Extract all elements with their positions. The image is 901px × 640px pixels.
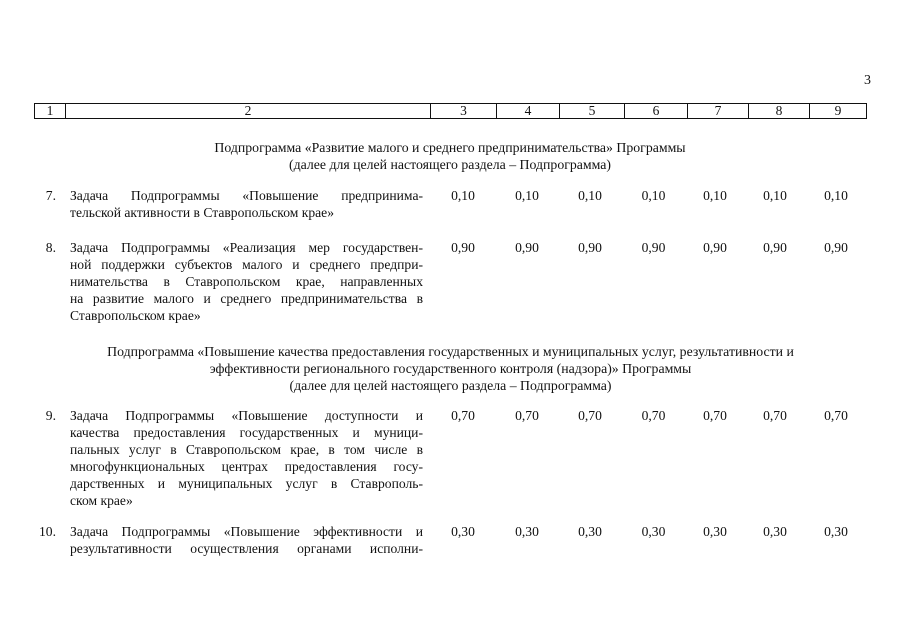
row-line: ском крае» [70, 493, 133, 508]
header-col-8: 8 [748, 104, 809, 118]
value-cell: 0,10 [824, 188, 848, 203]
value-cell: 0,90 [515, 240, 539, 255]
value-cell: 0,90 [578, 240, 602, 255]
value-cell: 0,70 [641, 408, 666, 423]
section-title-line: (далее для целей настоящего раздела – Подпрограмма) [289, 378, 612, 393]
value-cell: 0,70 [824, 408, 848, 423]
value-cell: 0,30 [763, 524, 787, 539]
row-description [70, 239, 423, 324]
value-cell: 0,30 [515, 524, 539, 539]
value-cell: 0,90 [824, 240, 848, 255]
value-cell: 0,10 [763, 188, 787, 203]
row-description [70, 187, 423, 221]
row-line: нимательства в Ставропольском крае, направленных [70, 274, 423, 289]
page-number: 3 [864, 73, 871, 88]
header-col-5: 5 [559, 104, 624, 118]
row-description [70, 523, 423, 557]
value-cell: 0,90 [451, 240, 475, 255]
row-line: Задача Подпрограммы «Повышение доступности и [70, 408, 423, 423]
row-number: 7. [45, 188, 56, 203]
value-cell: 0,70 [763, 408, 787, 423]
row-description [70, 407, 423, 509]
row-line: тельской активности в Ставропольском крае» [70, 205, 335, 220]
row-line: Задача Подпрограммы «Повышение эффективности и [70, 524, 423, 539]
value-cell: 0,70 [703, 408, 727, 423]
section-title-line: Подпрограмма «Повышение качества предоставления государственных и муниципальных услуг, результативности и [107, 344, 794, 359]
row-values [430, 187, 867, 204]
row-line: Задача Подпрограммы «Реализация мер государствен- [70, 240, 423, 255]
value-cell: 0,70 [451, 408, 475, 423]
header-col-6: 6 [624, 104, 687, 118]
row-number: 8. [45, 240, 56, 255]
row-values [430, 523, 867, 540]
header-col-9: 9 [809, 104, 866, 118]
value-cell: 0,30 [824, 524, 848, 539]
value-cell: 0,10 [703, 188, 727, 203]
row-line: дарственных и муниципальных услуг в Ставрополь- [70, 476, 423, 491]
value-cell: 0,10 [641, 188, 666, 203]
value-cell: 0,90 [703, 240, 727, 255]
value-cell: 0,30 [703, 524, 727, 539]
table-header [34, 103, 867, 119]
section-title-line: Подпрограмма «Развитие малого и среднего предпринимательства» Программы [214, 140, 686, 155]
section-title-line: эффективности регионального государственного контроля (надзора)» Программы [209, 361, 692, 376]
header-col-3: 3 [430, 104, 496, 118]
row-line: Ставропольском крае» [70, 308, 201, 323]
row-line: Задача Подпрограммы «Повышение предпринима- [70, 188, 423, 203]
header-col-7: 7 [687, 104, 748, 118]
value-cell: 0,10 [515, 188, 539, 203]
section-title [40, 343, 861, 394]
row-values [430, 239, 867, 256]
value-cell: 0,30 [451, 524, 475, 539]
section-title-line: (далее для целей настоящего раздела – Подпрограмма) [289, 157, 611, 172]
value-cell: 0,70 [515, 408, 539, 423]
row-values [430, 407, 867, 424]
value-cell: 0,30 [578, 524, 602, 539]
row-line: пальных услуг в Ставропольском крае, в том числе в [70, 442, 423, 457]
value-cell: 0,90 [763, 240, 787, 255]
row-line: качества предоставления государственных и муници- [70, 425, 423, 440]
row-line: многофункциональных центрах предоставления госу- [70, 459, 423, 474]
value-cell: 0,30 [641, 524, 666, 539]
value-cell: 0,90 [641, 240, 666, 255]
value-cell: 0,70 [578, 408, 602, 423]
section-title [60, 139, 840, 173]
header-col-4: 4 [496, 104, 559, 118]
row-line: на развитие малого и среднего предпринимательства в [70, 291, 423, 306]
row-number: 9. [45, 408, 56, 423]
row-number: 10. [39, 524, 56, 539]
row-line: ной поддержки субъектов малого и среднего предпри- [70, 257, 423, 272]
row-line: результативности осуществления органами исполни- [70, 541, 423, 556]
value-cell: 0,10 [578, 188, 602, 203]
header-col-1: 1 [46, 103, 54, 118]
header-col-2: 2 [65, 104, 430, 118]
value-cell: 0,10 [451, 188, 475, 203]
